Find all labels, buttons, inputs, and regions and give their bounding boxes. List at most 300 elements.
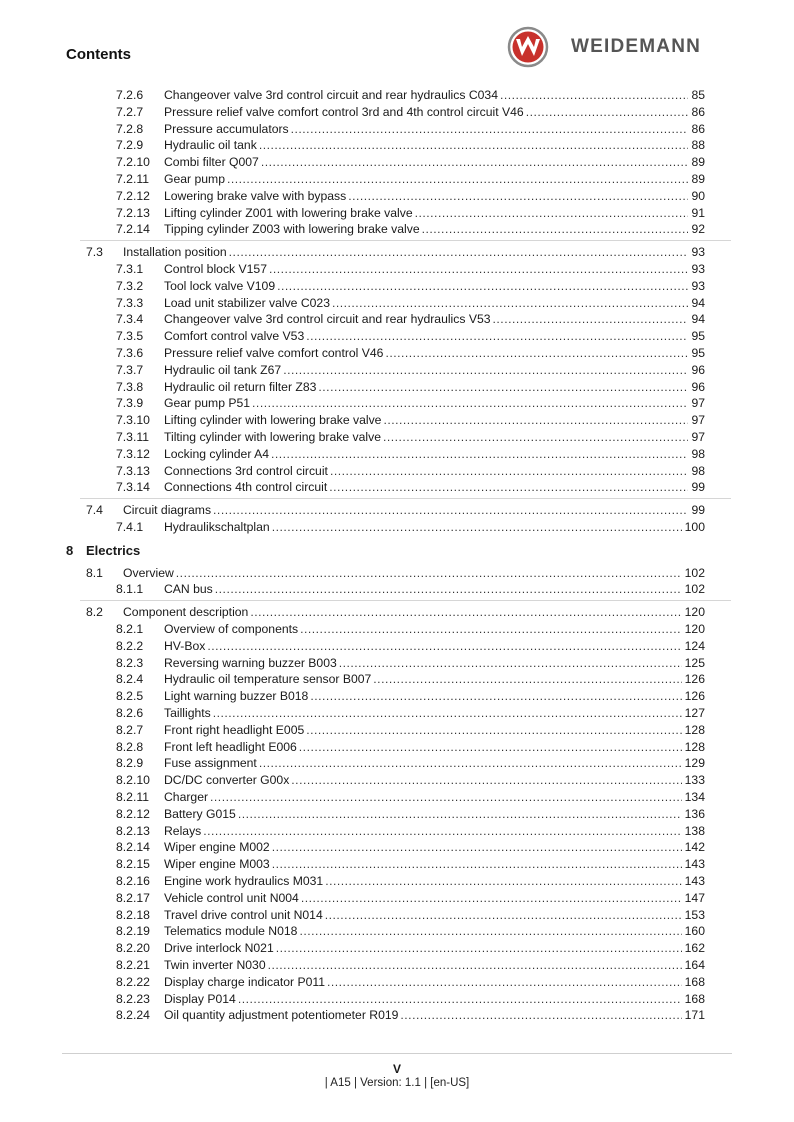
toc-entry-title: Display P014 <box>164 991 236 1006</box>
toc-entry-number: 8.2.19 <box>116 924 150 939</box>
toc-entry-7-4-1[interactable] <box>0 519 794 536</box>
toc-entry-8-2-14[interactable] <box>0 839 794 856</box>
toc-dot-leader <box>383 412 688 429</box>
toc-entry-line <box>123 565 705 582</box>
weidemann-logo-icon <box>507 26 549 68</box>
toc-entry-7-2-6[interactable] <box>0 87 794 104</box>
toc-entry-number: 8.2.16 <box>116 874 150 888</box>
toc-entry-page: 120 <box>684 622 705 636</box>
toc-entry-page: 133 <box>684 773 705 788</box>
toc-entry-page: 89 <box>691 172 705 186</box>
toc-dot-leader <box>291 772 681 789</box>
toc-entry-page: 168 <box>684 974 705 989</box>
toc-entry-page: 97 <box>691 413 705 428</box>
toc-entry-page: 120 <box>684 605 705 620</box>
toc-entry-title: Circuit diagrams <box>123 503 212 518</box>
toc-entry-page: 142 <box>684 840 705 855</box>
toc-dot-leader <box>339 655 682 672</box>
toc-entry-page: 143 <box>684 874 705 888</box>
toc-entry-8-2-19[interactable] <box>0 923 794 940</box>
toc-entry-line <box>164 519 705 536</box>
toc-entry-page: 98 <box>691 463 705 478</box>
toc-entry-8-2-9[interactable] <box>0 755 794 772</box>
toc-entry-title: Pressure relief valve comfort control 3rd and 4th control circuit V46 <box>164 104 524 119</box>
toc-entry-page: 85 <box>691 88 705 102</box>
toc-entry-page: 162 <box>684 941 705 956</box>
toc-entry-page: 102 <box>684 582 705 597</box>
toc-dot-leader <box>526 104 688 121</box>
toc-entry-number: 8.2 <box>86 605 103 620</box>
toc-dot-leader <box>238 806 682 823</box>
toc-entry-8-2-4[interactable] <box>0 671 794 688</box>
toc-entry-line <box>123 502 705 519</box>
toc-entry-number: 8.2.10 <box>116 773 150 788</box>
toc-entry-page: 125 <box>684 655 705 670</box>
toc-entry-title: Changeover valve 3rd control circuit and rear hydraulics C034 <box>164 88 498 102</box>
toc-dot-leader <box>318 379 688 396</box>
toc-entry-title: Light warning buzzer B018 <box>164 689 309 704</box>
toc-entry-7-3-13[interactable] <box>0 463 794 480</box>
toc-entry-page: 127 <box>684 706 705 720</box>
toc-entry-line <box>164 104 705 121</box>
toc-dot-leader <box>250 604 681 621</box>
toc-entry-title: Wiper engine M002 <box>164 840 270 855</box>
toc-chapter-8[interactable] <box>66 542 140 559</box>
toc-entry-7-3-1[interactable] <box>0 261 794 278</box>
footer-page-number: V <box>392 1062 401 1076</box>
toc-entry-line <box>164 311 705 328</box>
toc-entry-number: 7.2.14 <box>116 222 150 237</box>
toc-entry-7-2-9[interactable] <box>0 137 794 154</box>
toc-entry-number: 7.3.6 <box>116 346 144 360</box>
toc-entry-title: Telematics module N018 <box>164 924 298 939</box>
toc-entry-line <box>164 362 705 379</box>
toc-entry-title: Battery G015 <box>164 806 236 821</box>
toc-entry-title: Overview of components <box>164 622 299 636</box>
toc-entry-title: Charger <box>164 790 209 804</box>
toc-entry-page: 147 <box>684 890 705 905</box>
toc-entry-title: Combi filter Q007 <box>164 155 259 170</box>
toc-dot-leader <box>327 974 682 991</box>
toc-entry-7-3-3[interactable] <box>0 295 794 312</box>
toc-entry-title: Fuse assignment <box>164 756 257 771</box>
toc-entry-7-2-8[interactable] <box>0 121 794 138</box>
toc-entry-title: Oil quantity adjustment potentiometer R019 <box>164 1008 399 1023</box>
toc-entry-title: Gear pump <box>164 172 225 186</box>
footer-divider <box>62 1053 732 1054</box>
toc-entry-7-3-10[interactable] <box>0 412 794 429</box>
toc-entry-title: Comfort control valve V53 <box>164 329 305 344</box>
toc-dot-leader <box>268 957 682 974</box>
toc-dot-leader <box>272 519 682 536</box>
toc-entry-number: 8.2.12 <box>116 806 150 821</box>
toc-entry-title: Hydraulic oil tank <box>164 138 257 153</box>
toc-dot-leader <box>500 87 688 104</box>
toc-entry-8-2-1[interactable] <box>0 621 794 638</box>
footer-document-info: | A15 | Version: 1.1 | [en-US] <box>324 1077 470 1089</box>
toc-section-8-2[interactable] <box>0 604 794 621</box>
toc-entry-title: Engine work hydraulics M031 <box>164 874 324 888</box>
toc-dot-leader <box>300 621 682 638</box>
toc-entry-line <box>164 278 705 295</box>
toc-entry-7-2-10[interactable] <box>0 154 794 171</box>
toc-dot-leader <box>203 823 681 840</box>
toc-entry-line <box>164 412 705 429</box>
toc-entry-line <box>164 705 705 722</box>
toc-entry-line <box>164 221 705 238</box>
toc-entry-number: 8.2.4 <box>116 672 144 687</box>
toc-dot-leader <box>299 923 681 940</box>
section-separator <box>80 600 731 601</box>
toc-entry-title: DC/DC converter G00x <box>164 773 290 788</box>
toc-entry-number: 8.2.22 <box>116 974 150 989</box>
toc-entry-line <box>164 806 705 823</box>
toc-entry-line <box>164 890 705 907</box>
toc-entry-line <box>164 856 705 873</box>
toc-dot-leader <box>176 565 682 582</box>
toc-dot-leader <box>383 429 688 446</box>
toc-entry-number: 7.2.10 <box>116 155 150 170</box>
toc-dot-leader <box>259 137 688 154</box>
toc-entry-title: Pressure accumulators <box>164 121 289 136</box>
toc-dot-leader <box>385 345 688 362</box>
toc-entry-page: 136 <box>684 806 705 821</box>
toc-entry-line <box>164 121 705 138</box>
toc-entry-title: HV-Box <box>164 638 206 653</box>
toc-dot-leader <box>213 502 688 519</box>
toc-entry-page: 93 <box>691 245 705 260</box>
toc-entry-line <box>164 446 705 463</box>
toc-entry-number: 8.2.21 <box>116 958 150 972</box>
toc-entry-line <box>164 429 705 446</box>
toc-entry-line <box>164 789 705 806</box>
toc-entry-8-2-20[interactable] <box>0 940 794 957</box>
toc-entry-number: 7.2.11 <box>116 172 149 186</box>
toc-entry-line <box>164 739 705 756</box>
toc-dot-leader <box>306 328 688 345</box>
toc-entry-8-2-12[interactable] <box>0 806 794 823</box>
toc-entry-number: 7.3.9 <box>116 396 144 411</box>
toc-entry-page: 97 <box>691 396 705 411</box>
toc-entry-8-2-23[interactable] <box>0 991 794 1008</box>
toc-entry-line <box>164 621 705 638</box>
toc-entry-line <box>164 379 705 396</box>
toc-entry-line <box>164 755 705 772</box>
toc-entry-line <box>164 688 705 705</box>
toc-entry-number: 7.3 <box>86 245 103 260</box>
toc-entry-7-3-8[interactable] <box>0 379 794 396</box>
toc-entry-page: 93 <box>691 262 705 276</box>
toc-entry-title: Connections 3rd control circuit <box>164 463 328 478</box>
toc-entry-number: 7.3.14 <box>116 480 150 495</box>
toc-dot-leader <box>272 856 682 873</box>
toc-entry-line <box>164 205 705 222</box>
toc-entry-page: 98 <box>691 446 705 461</box>
toc-section-8-1[interactable] <box>0 565 794 582</box>
toc-dot-leader <box>227 171 688 188</box>
toc-entry-line <box>164 395 705 412</box>
toc-entry-number: 8.2.24 <box>116 1008 150 1023</box>
toc-entry-line <box>164 463 705 480</box>
toc-entry-8-2-3[interactable] <box>0 655 794 672</box>
toc-entry-title: Tipping cylinder Z003 with lowering brake valve <box>164 222 420 237</box>
toc-entry-number: 7.4.1 <box>116 520 144 534</box>
toc-entry-number: 7.3.8 <box>116 379 144 394</box>
toc-entry-number: 8.1 <box>86 565 103 580</box>
toc-entry-title: Relays <box>164 823 202 838</box>
toc-entry-line <box>164 957 705 974</box>
toc-dot-leader <box>210 789 682 806</box>
toc-section-7-4[interactable] <box>0 502 794 519</box>
toc-entry-number: 7.3.4 <box>116 312 144 327</box>
toc-entry-line <box>164 87 705 104</box>
brand-logo <box>507 25 701 69</box>
toc-dot-leader <box>229 244 688 261</box>
toc-entry-page: 91 <box>691 205 705 220</box>
toc-dot-leader <box>291 121 688 138</box>
toc-entry-number: 7.2.7 <box>116 104 144 119</box>
toc-entry-title: Vehicle control unit N004 <box>164 890 299 905</box>
toc-entry-title: Overview <box>123 565 174 580</box>
toc-entry-page: 153 <box>684 907 705 922</box>
toc-entry-8-2-7[interactable] <box>0 722 794 739</box>
toc-entry-number: 7.3.1 <box>116 262 144 276</box>
brand-name: WEIDEMANN <box>571 36 702 57</box>
toc-entry-page: 164 <box>684 958 705 972</box>
toc-entry-number: 8.2.6 <box>116 706 144 720</box>
toc-entry-7-3-2[interactable] <box>0 278 794 295</box>
toc-entry-line <box>164 873 705 890</box>
toc-entry-7-2-14[interactable] <box>0 221 794 238</box>
toc-entry-line <box>164 137 705 154</box>
toc-entry-title: Connections 4th control circuit <box>164 480 328 495</box>
toc-entry-number: 8.2.9 <box>116 756 144 771</box>
toc-entry-page: 99 <box>691 480 705 495</box>
toc-entry-title: Reversing warning buzzer B003 <box>164 655 337 670</box>
toc-entry-number: 7.3.13 <box>116 463 150 478</box>
toc-entry-8-2-24[interactable] <box>0 1007 794 1024</box>
toc-entry-line <box>164 295 705 312</box>
toc-entry-title: Tool lock valve V109 <box>164 278 276 293</box>
toc-entry-page: 100 <box>684 520 705 534</box>
chapter-title: Electrics <box>86 542 141 558</box>
toc-entry-number: 7.2.12 <box>116 188 150 203</box>
toc-entry-page: 96 <box>691 362 705 377</box>
toc-entry-number: 7.3.7 <box>116 362 144 377</box>
toc-entry-page: 94 <box>691 295 705 310</box>
toc-entry-page: 160 <box>684 924 705 939</box>
toc-entry-7-2-11[interactable] <box>0 171 794 188</box>
toc-entry-page: 143 <box>684 857 705 872</box>
toc-dot-leader <box>373 671 681 688</box>
toc-entry-number: 8.2.18 <box>116 907 150 922</box>
toc-entry-line <box>164 638 705 655</box>
toc-entry-page: 95 <box>691 346 705 360</box>
toc-entry-8-2-21[interactable] <box>0 957 794 974</box>
toc-entry-7-3-5[interactable] <box>0 328 794 345</box>
toc-entry-number: 7.3.10 <box>116 413 150 428</box>
toc-entry-8-1-1[interactable] <box>0 581 794 598</box>
toc-entry-number: 7.4 <box>86 503 103 518</box>
toc-entry-page: 86 <box>691 121 705 136</box>
toc-entry-line <box>123 244 705 261</box>
toc-dot-leader <box>259 755 682 772</box>
toc-entry-page: 171 <box>684 1008 705 1023</box>
toc-entry-title: Locking cylinder A4 <box>164 446 270 461</box>
toc-entry-title: Hydraulic oil temperature sensor B007 <box>164 672 372 687</box>
toc-entry-7-2-12[interactable] <box>0 188 794 205</box>
toc-entry-number: 8.2.15 <box>116 857 150 872</box>
toc-entry-line <box>164 671 705 688</box>
toc-entry-number: 7.3.2 <box>116 278 144 293</box>
toc-entry-number: 8.2.5 <box>116 689 144 704</box>
toc-entry-8-2-16[interactable] <box>0 873 794 890</box>
toc-entry-number: 7.2.8 <box>116 121 144 136</box>
toc-entry-8-2-22[interactable] <box>0 974 794 991</box>
toc-entry-title: Hydraulic oil tank Z67 <box>164 362 282 377</box>
toc-entry-title: Hydraulikschaltplan <box>164 520 270 534</box>
toc-entry-page: 134 <box>684 790 705 804</box>
toc-dot-leader <box>325 907 682 924</box>
toc-entry-7-3-14[interactable] <box>0 479 794 496</box>
toc-entry-title: Lifting cylinder with lowering brake valve <box>164 413 382 428</box>
toc-entry-7-3-11[interactable] <box>0 429 794 446</box>
toc-dot-leader <box>272 839 682 856</box>
toc-entry-page: 138 <box>684 823 705 838</box>
toc-entry-page: 86 <box>691 104 705 119</box>
toc-entry-number: 8.2.17 <box>116 890 150 905</box>
toc-dot-leader <box>213 705 682 722</box>
toc-entry-line <box>164 722 705 739</box>
toc-entry-line <box>164 171 705 188</box>
toc-entry-number: 8.2.1 <box>116 622 144 636</box>
toc-entry-line <box>164 974 705 991</box>
toc-entry-8-2-17[interactable] <box>0 890 794 907</box>
toc-entry-page: 92 <box>691 222 705 237</box>
toc-entry-line <box>164 188 705 205</box>
toc-dot-leader <box>415 205 688 222</box>
toc-entry-title: Pressure relief valve comfort control V46 <box>164 346 384 360</box>
toc-dot-leader <box>269 261 688 278</box>
toc-entry-7-2-7[interactable] <box>0 104 794 121</box>
toc-entry-line <box>164 907 705 924</box>
toc-entry-page: 97 <box>691 430 705 444</box>
toc-entry-page: 102 <box>684 565 705 580</box>
toc-entry-number: 8.2.7 <box>116 722 144 737</box>
toc-entry-page: 90 <box>691 188 705 203</box>
toc-dot-leader <box>306 722 681 739</box>
toc-entry-title: Hydraulic oil return filter Z83 <box>164 379 317 394</box>
toc-entry-7-3-7[interactable] <box>0 362 794 379</box>
toc-entry-page: 99 <box>691 503 705 518</box>
toc-entry-7-3-9[interactable] <box>0 395 794 412</box>
toc-entry-line <box>164 991 705 1008</box>
toc-entry-8-2-8[interactable] <box>0 739 794 756</box>
section-separator <box>80 498 731 499</box>
toc-entry-line <box>164 345 705 362</box>
toc-dot-leader <box>207 638 681 655</box>
toc-entry-line <box>164 1007 705 1024</box>
toc-dot-leader <box>332 295 688 312</box>
toc-entry-title: Display charge indicator P011 <box>164 974 326 989</box>
toc-entry-title: Installation position <box>123 245 227 260</box>
toc-entry-number: 8.2.20 <box>116 941 150 956</box>
chapter-number: 8 <box>66 542 74 558</box>
toc-entry-page: 93 <box>691 278 705 293</box>
toc-entry-line <box>164 839 705 856</box>
toc-dot-leader <box>277 278 688 295</box>
toc-entry-line <box>164 479 705 496</box>
toc-dot-leader <box>330 463 688 480</box>
toc-dot-leader <box>276 940 682 957</box>
toc-entry-line <box>164 655 705 672</box>
toc-entry-title: Component description <box>123 605 249 620</box>
toc-section-7-3[interactable] <box>0 244 794 261</box>
toc-entry-title: CAN bus <box>164 582 213 597</box>
toc-entry-title: Lifting cylinder Z001 with lowering brake valve <box>164 205 413 220</box>
toc-entry-number: 8.2.23 <box>116 991 150 1006</box>
toc-entry-line <box>164 923 705 940</box>
toc-entry-number: 7.3.11 <box>116 430 149 444</box>
toc-entry-title: Load unit stabilizer valve C023 <box>164 295 330 310</box>
toc-dot-leader <box>301 890 682 907</box>
section-separator <box>80 240 731 241</box>
toc-dot-leader <box>348 188 688 205</box>
toc-dot-leader <box>252 395 688 412</box>
toc-entry-7-3-12[interactable] <box>0 446 794 463</box>
toc-entry-number: 7.2.6 <box>116 88 144 102</box>
toc-entry-8-2-13[interactable] <box>0 823 794 840</box>
toc-entry-line <box>164 581 705 598</box>
toc-entry-8-2-18[interactable] <box>0 907 794 924</box>
toc-dot-leader <box>400 1007 681 1024</box>
toc-dot-leader <box>422 221 688 238</box>
toc-entry-8-2-15[interactable] <box>0 856 794 873</box>
toc-entry-line <box>123 604 705 621</box>
toc-entry-7-3-4[interactable] <box>0 311 794 328</box>
toc-entry-number: 7.3.5 <box>116 329 144 344</box>
toc-entry-title: Front right headlight E005 <box>164 722 305 737</box>
toc-entry-number: 8.2.11 <box>116 790 149 804</box>
toc-dot-leader <box>310 688 681 705</box>
toc-entry-7-3-6[interactable] <box>0 345 794 362</box>
toc-entry-8-2-10[interactable] <box>0 772 794 789</box>
toc-entry-title: Gear pump P51 <box>164 396 251 411</box>
toc-entry-title: Drive interlock N021 <box>164 941 274 956</box>
toc-entry-7-2-13[interactable] <box>0 205 794 222</box>
toc-entry-page: 168 <box>684 991 705 1006</box>
toc-entry-page: 89 <box>691 155 705 170</box>
toc-entry-number: 7.2.13 <box>116 205 150 220</box>
toc-entry-page: 126 <box>684 689 705 704</box>
toc-dot-leader <box>329 479 688 496</box>
toc-entry-title: Front left headlight E006 <box>164 739 297 754</box>
toc-dot-leader <box>238 991 682 1008</box>
toc-entry-number: 7.2.9 <box>116 138 144 153</box>
toc-entry-page: 128 <box>684 739 705 754</box>
toc-entry-8-2-5[interactable] <box>0 688 794 705</box>
toc-entry-title: Control block V157 <box>164 262 267 276</box>
toc-entry-8-2-11[interactable] <box>0 789 794 806</box>
toc-entry-8-2-2[interactable] <box>0 638 794 655</box>
toc-entry-title: Tilting cylinder with lowering brake valve <box>164 430 381 444</box>
toc-entry-number: 8.1.1 <box>116 582 144 597</box>
toc-entry-page: 95 <box>691 329 705 344</box>
toc-entry-page: 88 <box>691 138 705 153</box>
toc-entry-page: 96 <box>691 379 705 394</box>
toc-entry-8-2-6[interactable] <box>0 705 794 722</box>
toc-entry-line <box>164 154 705 171</box>
